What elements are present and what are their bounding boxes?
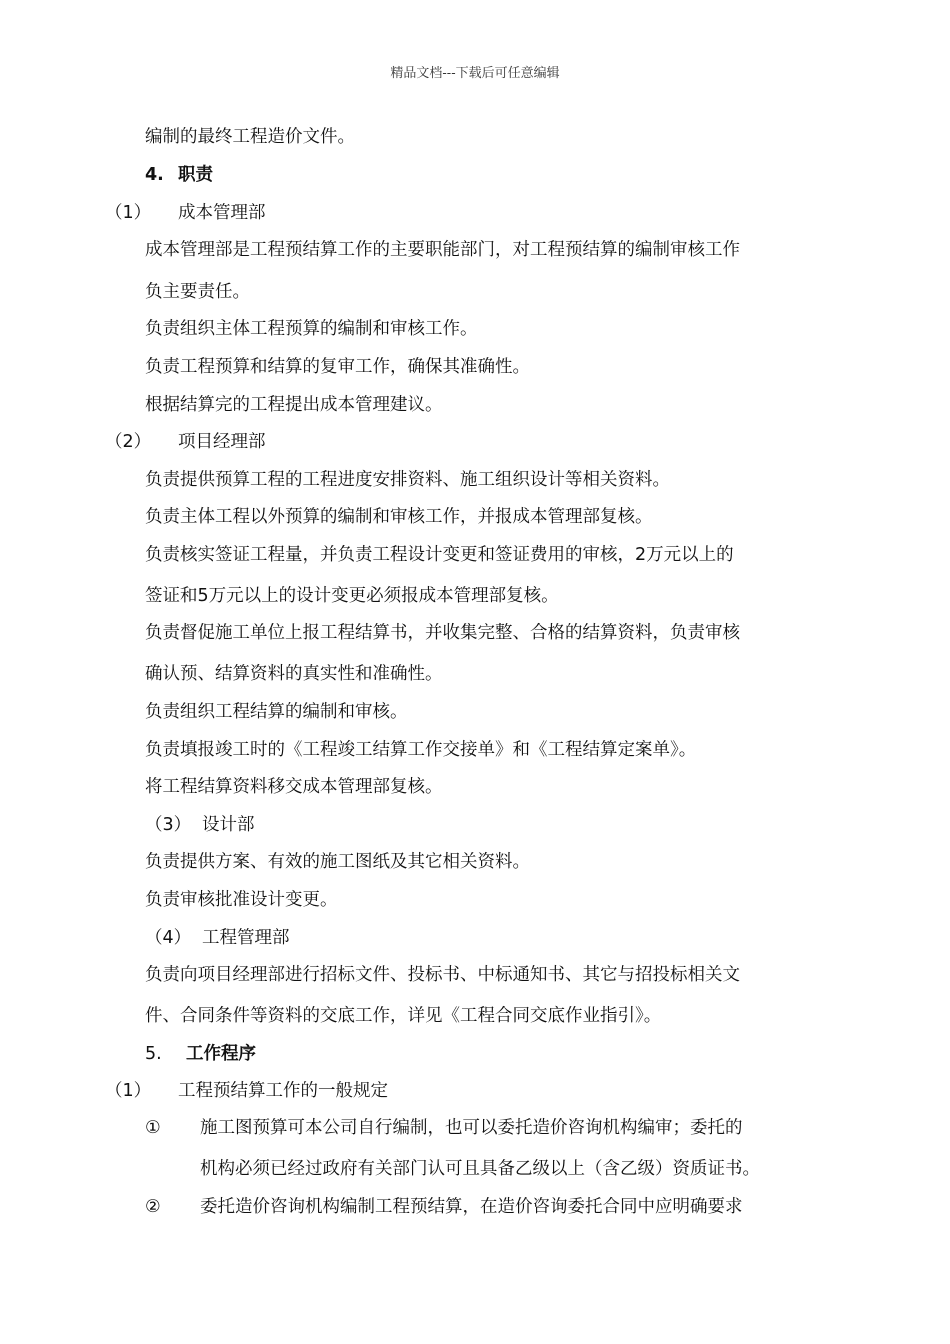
- paragraph-line: 负责提供方案、有效的施工图纸及其它相关资料。: [145, 852, 530, 872]
- subsection-heading: 成本管理部: [178, 203, 266, 223]
- section-heading: 职责: [178, 165, 213, 185]
- paragraph-line: 根据结算完的工程提出成本管理建议。: [145, 395, 443, 415]
- paragraph-line: 负责组织工程结算的编制和审核。: [145, 702, 408, 722]
- list-item-text: 施工图预算可本公司自行编制，也可以委托造价咨询机构编审；委托的: [200, 1118, 743, 1138]
- paragraph-line: 负责工程预算和结算的复审工作，确保其准确性。: [145, 357, 530, 377]
- paragraph-line: 负责组织主体工程预算的编制和审核工作。: [145, 319, 478, 339]
- section-heading: 工作程序: [186, 1044, 256, 1064]
- subsection-heading: 项目经理部: [178, 432, 266, 452]
- section-number: 4.: [145, 165, 164, 185]
- subsection-heading: 工程预结算工作的一般规定: [178, 1081, 388, 1101]
- list-marker: ①: [145, 1118, 161, 1138]
- list-marker: ②: [145, 1197, 161, 1217]
- section-number: 5.: [145, 1044, 162, 1064]
- subsection-number: （2）: [105, 432, 152, 452]
- paragraph-line: 件、合同条件等资料的交底工作，详见《工程合同交底作业指引》。: [145, 1006, 662, 1026]
- paragraph-line: 确认预、结算资料的真实性和准确性。: [145, 664, 443, 684]
- paragraph-line: 负责提供预算工程的工程进度安排资料、施工组织设计等相关资料。: [145, 470, 670, 490]
- paragraph-line: 成本管理部是工程预结算工作的主要职能部门，对工程预结算的编制审核工作: [145, 240, 740, 260]
- subsection-number: （4）: [145, 928, 192, 948]
- subsection-heading: 设计部: [202, 815, 255, 835]
- subsection-number: （3）: [145, 815, 192, 835]
- paragraph-line: 签证和5万元以上的设计变更必须报成本管理部复核。: [145, 586, 559, 606]
- paragraph-line: 将工程结算资料移交成本管理部复核。: [145, 777, 443, 797]
- paragraph-line: 负责填报竣工时的《工程竣工结算工作交接单》和《工程结算定案单》。: [145, 740, 697, 760]
- paragraph-line: 负责核实签证工程量，并负责工程设计变更和签证费用的审核，2万元以上的: [145, 545, 734, 565]
- paragraph-line: 负责主体工程以外预算的编制和审核工作，并报成本管理部复核。: [145, 507, 653, 527]
- list-item-text: 委托造价咨询机构编制工程预结算，在造价咨询委托合同中应明确要求: [200, 1197, 743, 1217]
- paragraph-line: 负主要责任。: [145, 282, 250, 302]
- paragraph-line: 负责向项目经理部进行招标文件、投标书、中标通知书、其它与招投标相关文: [145, 965, 740, 985]
- subsection-heading: 工程管理部: [202, 928, 290, 948]
- subsection-number: （1）: [105, 1081, 152, 1101]
- paragraph-line: 负责审核批准设计变更。: [145, 890, 338, 910]
- page-header: 精品文档---下载后可任意编辑: [390, 66, 560, 81]
- list-item-text: 机构必须已经过政府有关部门认可且具备乙级以上（含乙级）资质证书。: [200, 1159, 760, 1179]
- subsection-number: （1）: [105, 203, 152, 223]
- paragraph-line: 编制的最终工程造价文件。: [145, 127, 355, 147]
- paragraph-line: 负责督促施工单位上报工程结算书，并收集完整、合格的结算资料，负责审核: [145, 623, 740, 643]
